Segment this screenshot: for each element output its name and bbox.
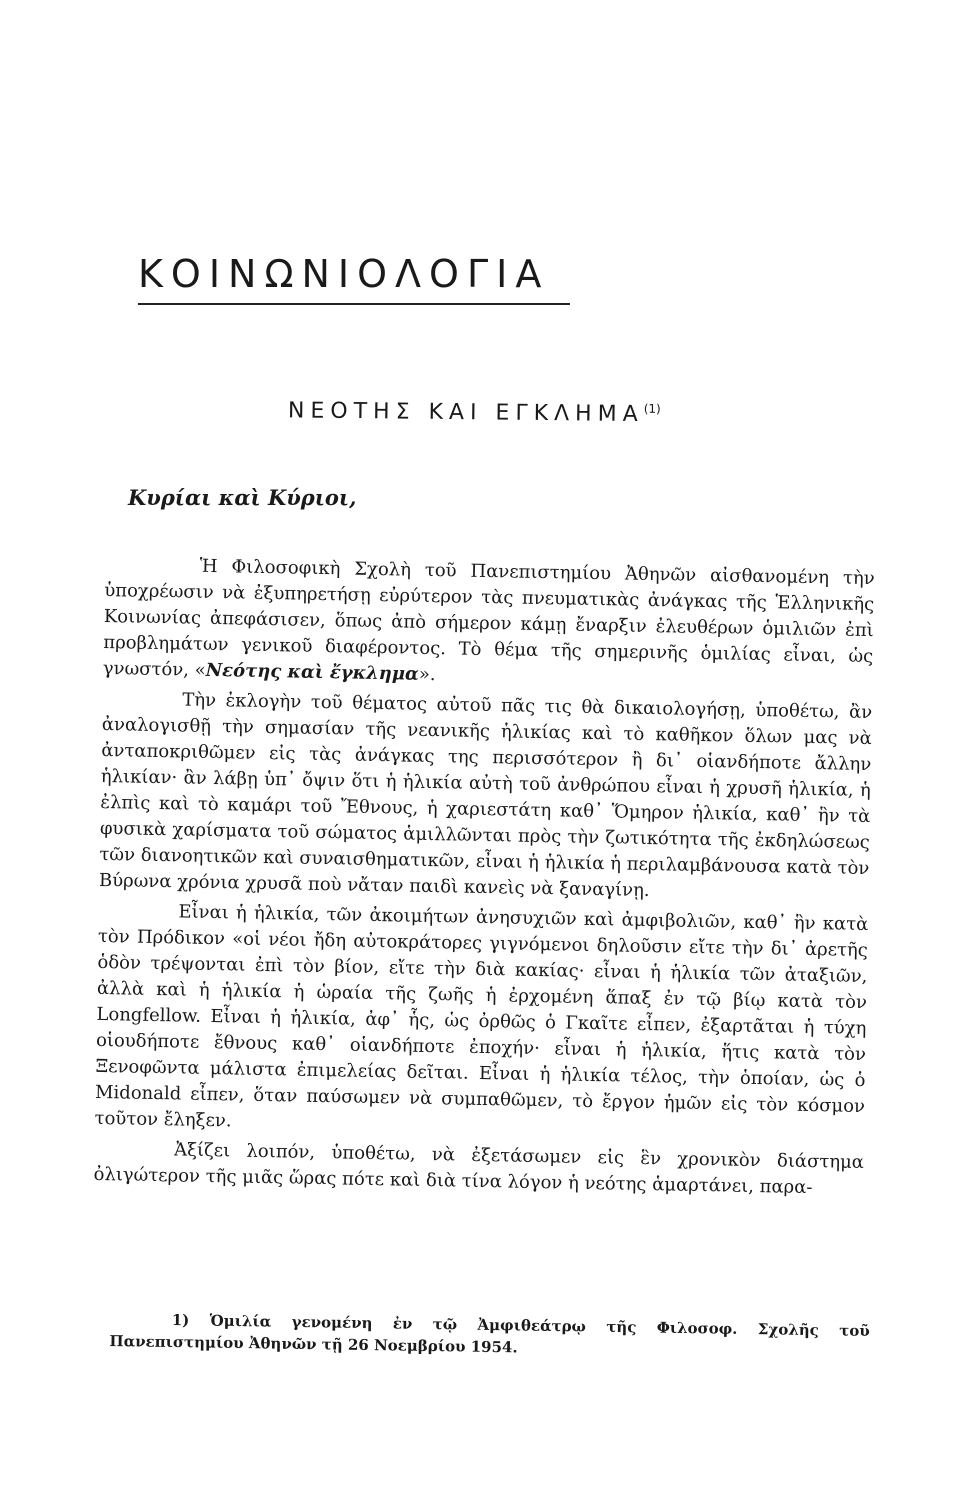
article-body: [93, 552, 875, 1206]
salutation: Κυρίαι καὶ Κύριοι,: [128, 485, 357, 510]
footnote-marker: (1): [643, 401, 661, 416]
lecture-title-emphasis: Νεότης καὶ ἔγκλημα: [205, 659, 420, 685]
paragraph-4: Ἀξίζει λοιπόν, ὑποθέτω, νὰ ἐξετάσωμεν εἰς ἓν χρονικὸν διάστημα ὀλιγώτερον τῆς μιᾶς ὥρας πότε καὶ διὰ τίνα λόγον ἡ νεότης ἁμαρτάνει, παρα-: [93, 1139, 865, 1199]
paragraph-2: Τὴν ἐκλογὴν τοῦ θέματος αὐτοῦ πᾶς τις θὰ δικαιολογήσῃ, ὑποθέτω, ἂν ἀναλογισθῇ τὴν σημασίαν τῆς νεανικῆς ἡλικίας καὶ τὸ καθῆκον ὅλων μας νὰ ἀνταποκριθῶμεν εἰς τὰς ἀνάγκας της περισσότερον ἢ δι᾿ οἱανδήποτε ἄλλην ἡλικίαν· ἂν λάβῃ ὑπ᾿ ὄψιν ὅτι ἡ ἡλικία αὐτὴ τοῦ ἀνθρώπου εἶναι ἡ χρυσῆ ἡλικία, ἡ ἐλπὶς καὶ τὸ καμάρι τοῦ Ἔθνους, ἡ χαριεστάτη καθ᾿ Ὅμηρον ἡλικία, καθ᾿ ἣν τὰ φυσικὰ χαρίσματα τοῦ σώματος ἁμιλλῶνται πρὸς τὴν ζωτικότητα τῆς ἐκδηλώσεως τῶν διανοητικῶν καὶ συναισθηματικῶν, εἶναι ἡ ἡλικία ἡ περιλαμβάνουσα κατὰ τὸν Βύρωνα χρόνια χρυσᾶ ποὺ νἄταν παιδὶ κανεὶς νὰ ξαναγίνῃ.: [98, 689, 873, 902]
paragraph-1: [103, 552, 875, 696]
footnote: 1) Ὁμιλία γενομένη ἐν τῷ Ἀμφιθεάτρῳ τῆς Φιλοσοφ. Σχολῆς τοῦ Πανεπιστημίου Ἀθηνῶν τῇ 26 Νοεμβρίου 1954.: [109, 1310, 870, 1357]
paragraph-1-text: Ἡ Φιλοσοφικὴ Σχολὴ τοῦ Πανεπιστημίου Ἀθηνῶν αἰσθανομένη τὴν ὑποχρέωσιν νὰ ἐξυπηρετήσῃ εὐρύτερον τὰς πνευματικὰς ἀνάγκας τῆς Ἑλληνικῆς Κοινωνίας ἀπεφάσισεν, ὅπως ἀπὸ σήμερον κάμῃ ἔναρξιν ἐλευθέρων ὁμιλιῶν ἐπὶ προβλημάτων γενικοῦ διαφέροντος. Τὸ θέμα τῆς σημερινῆς ὁμιλίας εἶναι, ὡς γνωστόν, «: [102, 555, 875, 681]
article-title: [288, 398, 661, 427]
section-title: ΚΟΙΝΩΝΙΟΛΟΓΙΑ: [138, 255, 570, 305]
paragraph-3: Εἶναι ἡ ἡλικία, τῶν ἀκοιμήτων ἀνησυχιῶν καὶ ἀμφιβολιῶν, καθ᾿ ἣν κατὰ τὸν Πρόδικον «οἱ νέοι ἤδη αὐτοκράτορες γιγνόμενοι δηλοῦσιν εἴτε τὴν δι᾿ ἀρετῆς ὁδὸν τρέψονται ἐπὶ τὸν βίον, εἴτε τὴν διὰ κακίας· εἶναι ἡ ἡλικία τῶν ἀταξιῶν, ἀλλὰ καὶ ἡ ἡλικία ἡ ὡραία τῆς ζωῆς ἡ ἐρχομένη ἅπαξ ἐν τῷ βίῳ κατὰ τὸν Longfellow. Εἶναι ἡ ἡλικία, ἀφ᾿ ἧς, ὡς ὀρθῶς ὁ Γκαῖτε εἶπεν, ἐξαρτᾶται ἡ τύχη οἱουδήποτε ἔθνους καθ᾿ οἱανδήποτε ἐποχήν· εἶναι ἡ ἡλικία, ἥτις κατὰ τὸν Ξενοφῶντα μάλιστα ἐπιμελείας δεῖται. Εἶναι ἡ ἡλικία τέλος, τὴν ὁποίαν, ὡς ὁ Midonald εἶπεν, ὅταν παύσωμεν νὰ συμπαθῶμεν, τὸ ἔργον ἡμῶν εἰς τὸν κόσμον τοῦτον ἔληξεν.: [94, 901, 869, 1132]
paragraph-1-end: ».: [418, 663, 436, 686]
article-title-text: ΝΕΟΤΗΣ ΚΑΙ ΕΓΚΛΗΜΑ: [287, 398, 644, 428]
